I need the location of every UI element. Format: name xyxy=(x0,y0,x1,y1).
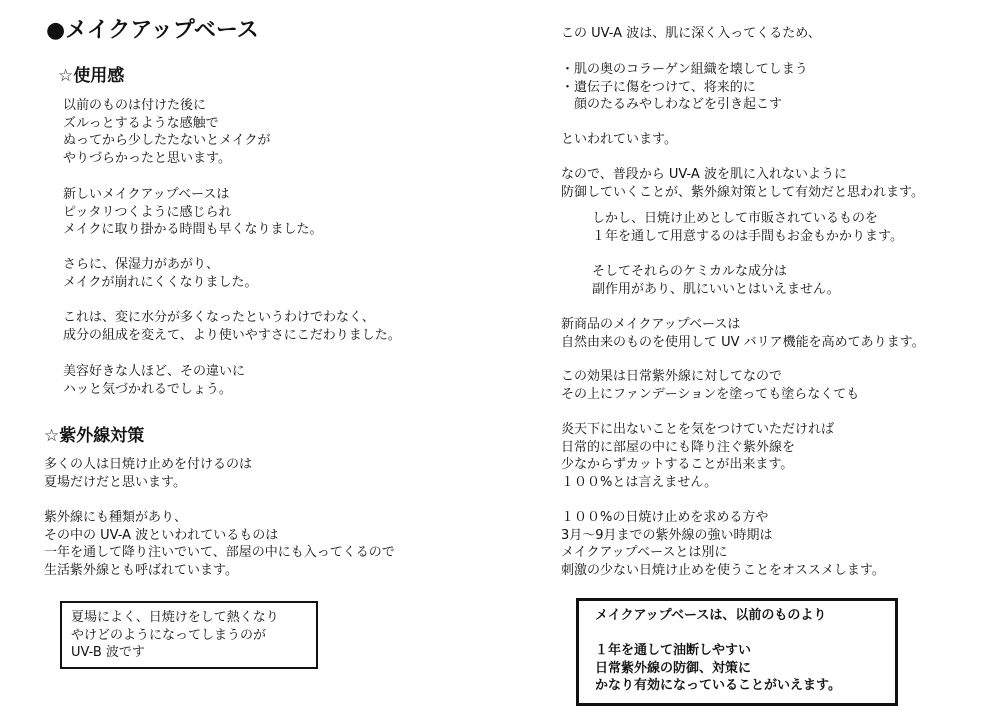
text-line: 刺激の少ない日焼け止めを使うことをオススメします。 xyxy=(561,562,885,578)
paragraph xyxy=(561,131,677,149)
uv-paragraph-1 xyxy=(44,456,252,491)
usage-heading: ☆使用感 xyxy=(58,66,125,86)
text-line: 新しいメイクアップベースは xyxy=(63,187,230,202)
text-line: そしてそれらのケミカルな成分は xyxy=(592,264,788,279)
usage-paragraph-4 xyxy=(63,309,401,344)
text-line: これは、変に水分が多くなったというわけでわなく、 xyxy=(63,310,375,325)
text-line: なので、普段から UV-A 波を肌に入れないように xyxy=(561,167,847,182)
text-line: さらに、保湿力があがり、 xyxy=(63,257,220,272)
text-line: やりづらかったと思います。 xyxy=(63,150,231,166)
text-line: 少なからずカットすることが出来ます。 xyxy=(561,457,794,473)
usage-paragraph-5 xyxy=(63,363,245,398)
uva-effects-list xyxy=(561,61,808,114)
text-line: ハッと気づかれるでしょう。 xyxy=(63,381,232,397)
text-line: メイクアップベースとは別に xyxy=(561,545,728,561)
text-line: といわれています。 xyxy=(561,132,677,147)
text-line: しかし、日焼け止めとして市販されているものを xyxy=(592,211,879,226)
text-line: 生活紫外線とも呼ばれています。 xyxy=(44,562,238,578)
text-line: 夏場だけだと思います。 xyxy=(44,474,186,490)
text-line: １００%とは言えません。 xyxy=(561,474,718,490)
paragraph xyxy=(561,509,885,579)
usage-paragraph-3 xyxy=(63,256,257,291)
text-line: この効果は日常紫外線に対してなので xyxy=(561,369,783,384)
text-line: 3月～9月までの紫外線の強い時期は xyxy=(561,527,773,543)
indented-paragraph xyxy=(592,263,840,298)
uv-heading: ☆紫外線対策 xyxy=(44,426,145,446)
text-line: メイクが崩れにくくなりました。 xyxy=(63,274,258,290)
text-line: ピッタリつくように感じられ xyxy=(63,204,232,220)
text-line: １年を通して用意するのは手間もお金もかかります。 xyxy=(592,228,903,244)
text-line: 紫外線にも種類があり、 xyxy=(44,510,188,525)
text-line: その上にファンデーションを塗っても塗らなくても xyxy=(561,386,860,402)
paragraph xyxy=(561,316,925,351)
text-line: かなり有効になっていることがいえます。 xyxy=(595,678,841,694)
text-line: 日常的に部屋の中にも降り注ぐ紫外線を xyxy=(561,439,796,455)
text-line: １年を通して油断しやすい xyxy=(595,643,752,659)
text-line: この UV-A 波は、肌に深く入ってくるため、 xyxy=(561,26,821,41)
text-line: 日常紫外線の防御、対策に xyxy=(595,660,752,676)
list-item: ・肌の奥のコラーゲン組織を壊してしまう xyxy=(561,62,808,77)
indented-paragraph xyxy=(592,210,903,245)
text-line: メイクアップベースは、以前のものより xyxy=(595,608,827,623)
uva-intro xyxy=(561,25,821,43)
usage-paragraph-1 xyxy=(63,97,270,167)
paragraph xyxy=(561,166,924,201)
text-line: 新商品のメイクアップベースは xyxy=(561,317,741,332)
text-line: 防御していくことが、紫外線対策として有効だと思われます。 xyxy=(561,184,924,200)
uv-paragraph-2 xyxy=(44,509,395,579)
text-line: 副作用があり、肌にいいとはいえません。 xyxy=(592,281,840,297)
text-line: UV-B 波です xyxy=(71,645,145,661)
uvb-note-box xyxy=(60,601,318,669)
paragraph xyxy=(561,368,859,403)
text-line: 一年を通して降り注いでいて、部屋の中にも入ってくるので xyxy=(44,545,395,561)
text-line: 以前のものは付けた後に xyxy=(63,98,207,113)
spacer xyxy=(595,625,895,643)
text-line: その中の UV-A 波といわれているものは xyxy=(44,527,279,543)
text-line: 多くの人は日焼け止めを付けるのは xyxy=(44,457,253,472)
text-line: メイクに取り掛かる時間も早くなりました。 xyxy=(63,222,323,238)
text-line: 成分の組成を変えて、より使いやすさにこだわりました。 xyxy=(63,327,401,343)
text-line: 自然由来のものを使用して UV バリア機能を高めてあります。 xyxy=(561,334,925,350)
text-line: やけどのようになってしまうのが xyxy=(71,627,267,643)
summary-box xyxy=(576,598,898,706)
list-item: ・遺伝子に傷をつけて、将来的に xyxy=(561,79,756,95)
text-line: ズルっとするような感触で xyxy=(63,115,219,131)
paragraph xyxy=(561,421,834,491)
text-line: 夏場によく、日焼けをして熱くなり xyxy=(71,610,279,625)
usage-paragraph-2 xyxy=(63,186,322,239)
text-line: 美容好きな人ほど、その違いに xyxy=(63,364,246,379)
text-line: １００%の日焼け止めを求める方や xyxy=(561,510,769,525)
list-item: 顔のたるみやしわなどを引き起こす xyxy=(561,97,783,113)
page-title: ●メイクアップベース xyxy=(46,18,259,43)
text-line: ぬってから少したたないとメイクが xyxy=(63,133,271,149)
text-line: 炎天下に出ないことを気をつけていただければ xyxy=(561,422,835,437)
